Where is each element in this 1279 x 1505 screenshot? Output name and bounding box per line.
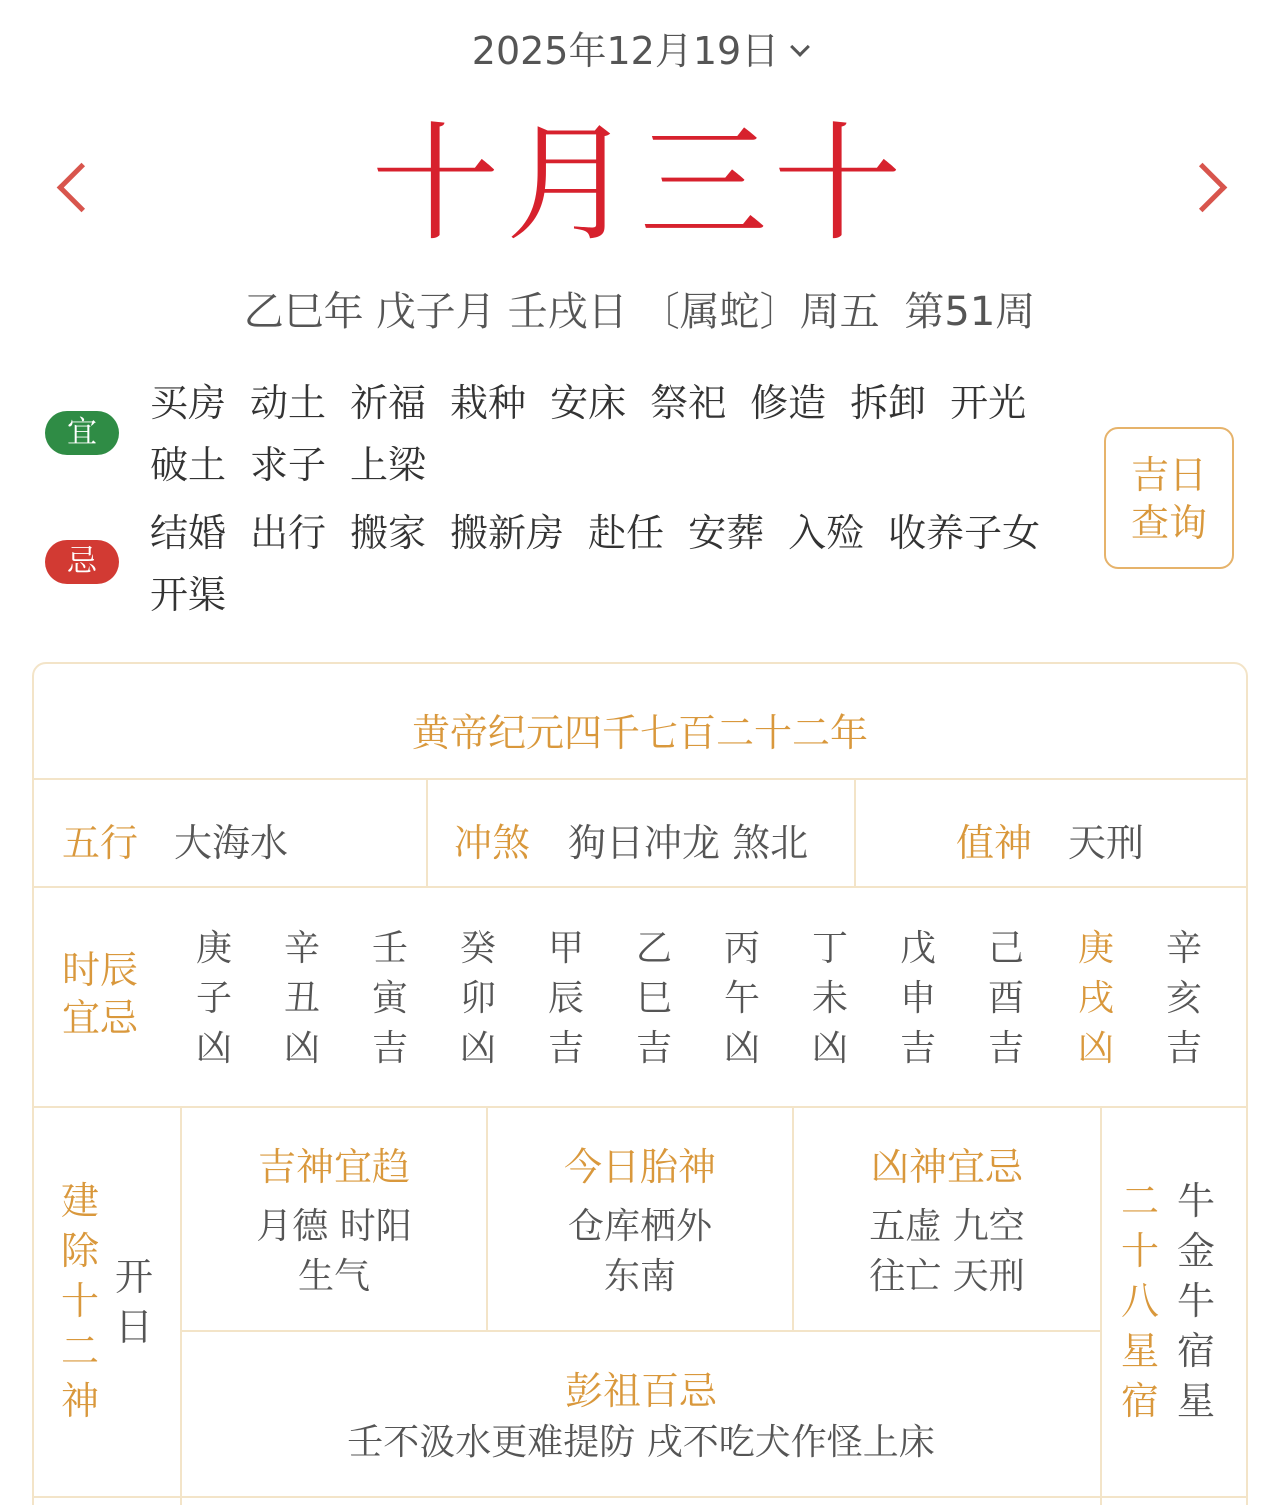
hour-column [984, 924, 1028, 1074]
hour-column [192, 924, 236, 1074]
ji-item: 开渠 [150, 573, 227, 617]
hour-branch: 未 [811, 978, 848, 1019]
hour-branch: 酉 [987, 978, 1024, 1019]
ganzhi-line [0, 280, 1279, 337]
hour-branch: 戌 [1077, 978, 1114, 1019]
taishen-text [488, 1202, 792, 1302]
hour-stem: 辛 [1165, 928, 1202, 969]
yi-item: 开光 [950, 381, 1027, 425]
hour-stem: 乙 [635, 928, 672, 969]
jianchu-value-char: 开 [114, 1255, 153, 1299]
yi-item: 买房 [150, 381, 227, 425]
jianchu-label-char: 十 [60, 1279, 99, 1323]
yi-items [150, 372, 1070, 496]
ji-item: 出行 [250, 511, 327, 555]
jianchu-value [112, 1252, 156, 1352]
xiu-value-char: 牛 [1176, 1279, 1215, 1323]
hour-branch: 寅 [371, 978, 408, 1019]
ji-item: 搬家 [350, 511, 427, 555]
hour-branch: 卯 [459, 978, 496, 1019]
yi-item: 祭祀 [650, 381, 727, 425]
yi-item: 动土 [250, 381, 327, 425]
xiu-value-char: 宿 [1176, 1329, 1215, 1373]
xiu-label-char: 宿 [1120, 1379, 1159, 1423]
zodiac-weekday: 〔属蛇〕周五 [639, 289, 880, 335]
pengzu-title: 彭祖百忌 [564, 1369, 717, 1413]
ji-item: 结婚 [150, 511, 227, 555]
jishen-title: 吉神宜趋 [257, 1145, 410, 1189]
hour-luck: 吉 [635, 1028, 672, 1069]
jianchu-label-char: 二 [60, 1329, 99, 1373]
wuxing-label: 五行 [62, 821, 139, 865]
xiu-label-char: 二 [1120, 1179, 1159, 1223]
yi-item: 上梁 [350, 443, 427, 487]
hour-luck: 吉 [1165, 1028, 1202, 1069]
chevron-down-icon [790, 37, 810, 57]
xiongshen-line2: 往亡 天刑 [869, 1256, 1025, 1297]
jianchu-label [58, 1176, 102, 1426]
ji-item: 赴任 [588, 511, 665, 555]
hour-branch: 辰 [547, 978, 584, 1019]
taishen-line2: 东南 [603, 1256, 676, 1297]
jishen-line2: 生气 [297, 1256, 370, 1297]
week-number: 第51周 [904, 289, 1036, 335]
wuxing-value: 大海水 [174, 821, 289, 865]
jianchu-label-char: 神 [60, 1379, 99, 1423]
xiu-value-char: 金 [1176, 1229, 1215, 1273]
xiu-value [1174, 1176, 1218, 1426]
yi-item: 修造 [750, 381, 827, 425]
xiu-value-char: 牛 [1176, 1179, 1215, 1223]
ji-item: 入殓 [788, 511, 865, 555]
hour-stem: 庚 [1077, 928, 1114, 969]
huangdi-era: 黄帝纪元四千七百二十二年 [411, 711, 868, 755]
hours-label [62, 946, 152, 1042]
yi-item: 拆卸 [850, 381, 927, 425]
xiongshen-title: 凶神宜忌 [870, 1145, 1023, 1189]
hour-luck: 凶 [1077, 1028, 1114, 1069]
yi-item: 求子 [250, 443, 327, 487]
date-selector[interactable] [0, 20, 1279, 75]
hour-column [368, 924, 412, 1074]
hour-luck: 吉 [899, 1028, 936, 1069]
hour-stem: 丙 [723, 928, 760, 969]
hour-column [896, 924, 940, 1074]
ji-item: 安葬 [688, 511, 765, 555]
xiu-value-char: 星 [1176, 1379, 1215, 1423]
hour-luck: 凶 [283, 1028, 320, 1069]
auspicious-button-line1: 吉日 [1130, 453, 1207, 497]
ji-badge: 忌 [45, 540, 119, 584]
hour-column [280, 924, 324, 1074]
yi-badge: 宜 [45, 411, 119, 455]
xiu-label-char: 十 [1120, 1229, 1159, 1273]
xiu-label-char: 星 [1120, 1329, 1159, 1373]
hour-branch: 亥 [1165, 978, 1202, 1019]
hour-stem: 壬 [371, 928, 408, 969]
yi-item: 安床 [550, 381, 627, 425]
ganzhi-month: 戊子月 [375, 289, 496, 335]
hour-luck: 吉 [371, 1028, 408, 1069]
hour-luck: 吉 [987, 1028, 1024, 1069]
jianchu-label-char: 除 [60, 1229, 99, 1273]
hour-column [720, 924, 764, 1074]
taishen-title: 今日胎神 [563, 1145, 716, 1189]
hour-branch: 丑 [283, 978, 320, 1019]
hours-label-line2: 宜忌 [62, 996, 139, 1040]
yi-item: 祈福 [350, 381, 427, 425]
xiu-label [1118, 1176, 1162, 1426]
lunar-date: 十月三十 [371, 110, 908, 259]
solar-date: 2025年12月19日 [471, 29, 780, 73]
hour-luck: 凶 [195, 1028, 232, 1069]
xiu-label-char: 八 [1120, 1279, 1159, 1323]
hour-luck: 吉 [547, 1028, 584, 1069]
jishen-line1: 月德 时阳 [256, 1206, 412, 1247]
auspicious-day-search-button[interactable] [1104, 427, 1234, 569]
hour-stem: 癸 [459, 928, 496, 969]
hour-stem: 丁 [811, 928, 848, 969]
hour-column [456, 924, 500, 1074]
hour-branch: 午 [723, 978, 760, 1019]
chongsha-value: 狗日冲龙 煞北 [568, 821, 809, 865]
hour-column-current [1074, 924, 1118, 1074]
jishen-text [182, 1202, 486, 1302]
hour-column [632, 924, 676, 1074]
xiongshen-line1: 五虚 九空 [869, 1206, 1025, 1247]
hour-column [544, 924, 588, 1074]
ganzhi-day: 壬戌日 [507, 289, 628, 335]
zhishen-label: 值神 [956, 821, 1033, 865]
zhishen-value: 天刑 [1068, 821, 1145, 865]
ji-item: 搬新房 [450, 511, 565, 555]
yi-item: 栽种 [450, 381, 527, 425]
hour-column [1162, 924, 1206, 1074]
hours-label-line1: 时辰 [62, 948, 139, 992]
chongsha-label: 冲煞 [454, 821, 531, 865]
xiongshen-text [794, 1202, 1100, 1302]
yi-item: 破土 [150, 443, 227, 487]
hour-luck: 凶 [723, 1028, 760, 1069]
hour-stem: 戊 [899, 928, 936, 969]
almanac-detail-panel [32, 662, 1248, 1505]
ganzhi-year: 乙巳年 [243, 289, 364, 335]
hour-stem: 甲 [547, 928, 584, 969]
hour-column [808, 924, 852, 1074]
hour-branch: 申 [899, 978, 936, 1019]
jianchu-label-char: 建 [60, 1179, 99, 1223]
hour-stem: 庚 [195, 928, 232, 969]
taishen-line1: 仓库栖外 [567, 1206, 712, 1247]
pengzu-text: 壬不汲水更难提防 戌不吃犬作怪上床 [347, 1422, 935, 1463]
auspicious-button-line2: 查询 [1130, 501, 1207, 545]
hour-luck: 凶 [459, 1028, 496, 1069]
ji-items [150, 502, 1070, 626]
jianchu-value-char: 日 [114, 1305, 153, 1349]
hour-stem: 己 [987, 928, 1024, 969]
hour-stem: 辛 [283, 928, 320, 969]
ji-item: 收养子女 [888, 511, 1041, 555]
hour-branch: 巳 [635, 978, 672, 1019]
hour-luck: 凶 [811, 1028, 848, 1069]
hour-branch: 子 [195, 978, 232, 1019]
